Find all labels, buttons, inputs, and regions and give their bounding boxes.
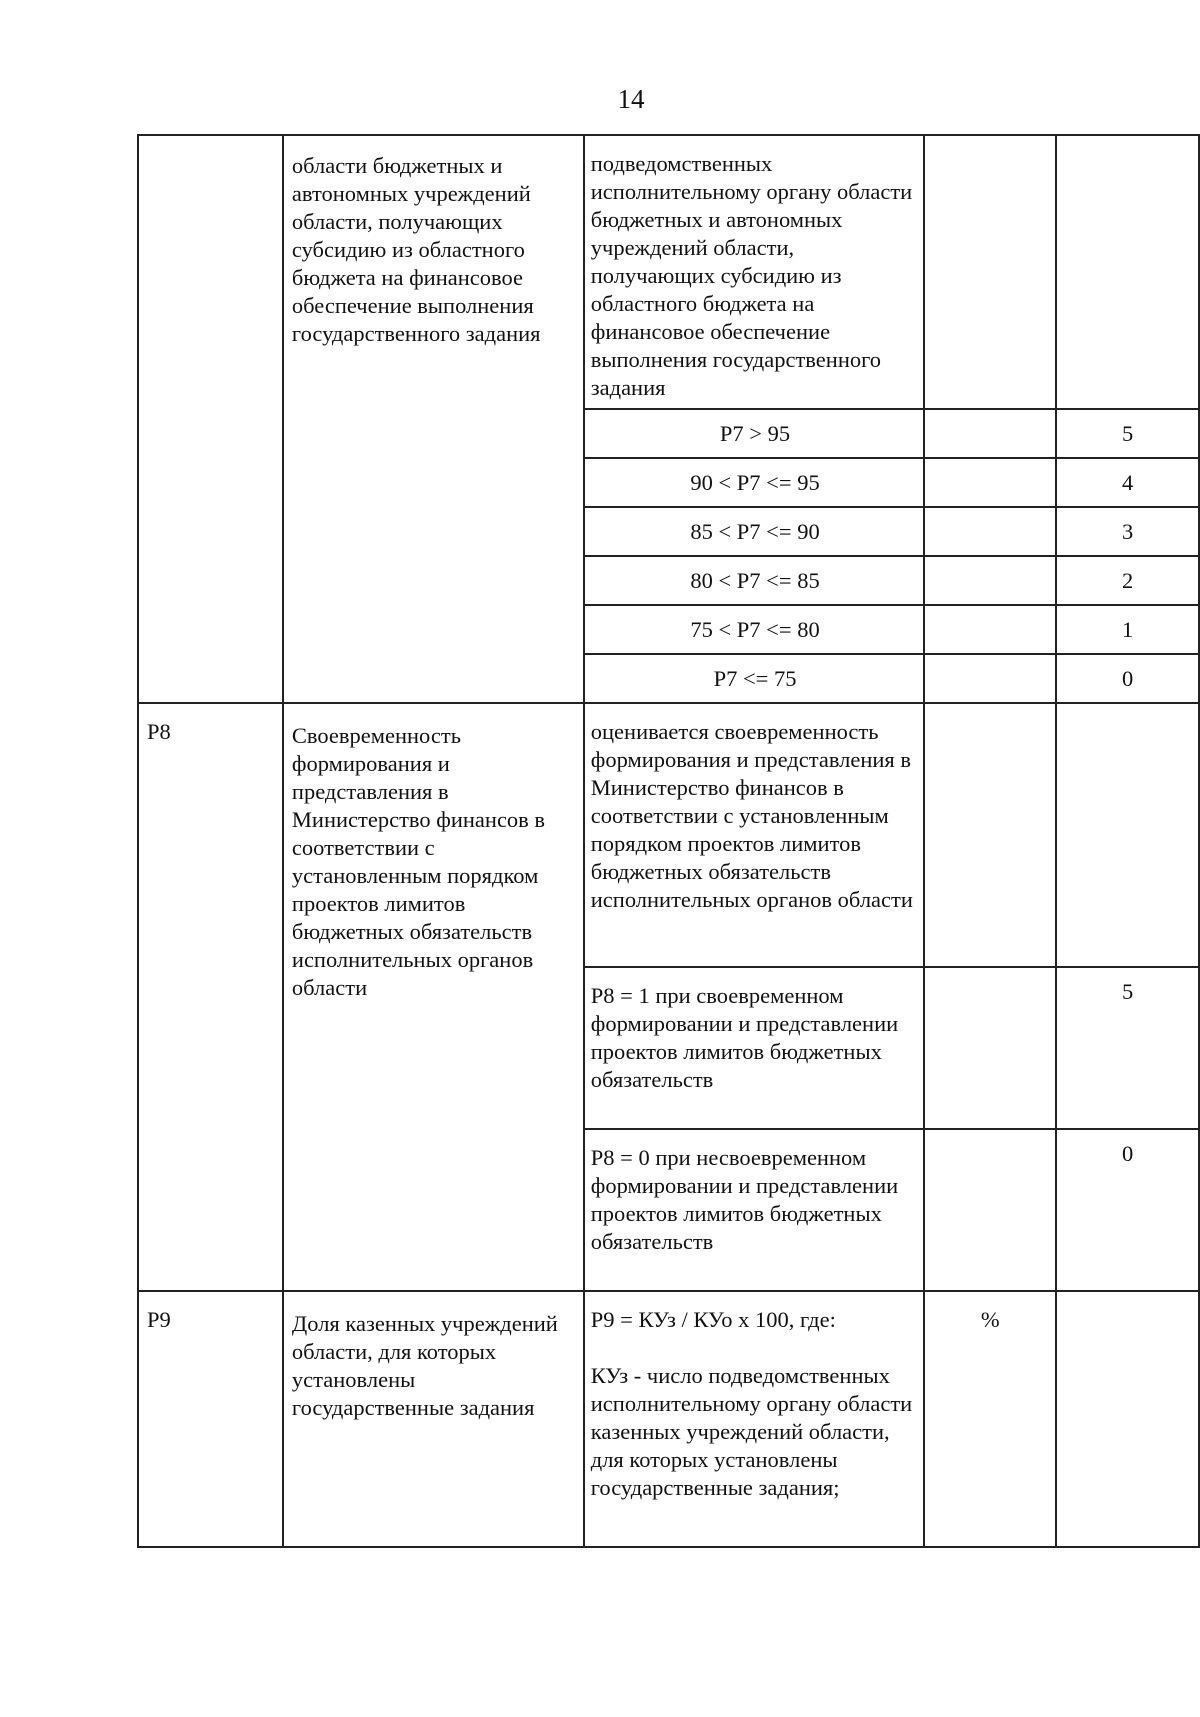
score-cell: 0 xyxy=(1056,654,1199,703)
table-row xyxy=(138,703,1199,967)
criterion-cell: 90 < Р7 <= 95 xyxy=(584,458,925,507)
unit-cell: % xyxy=(924,1291,1056,1547)
unit-cell xyxy=(924,507,1056,556)
code-cell: Р9 xyxy=(138,1291,283,1547)
score-cell xyxy=(1056,703,1199,967)
unit-cell xyxy=(924,967,1056,1129)
criterion-cell: Р8 = 1 при своевременном формировании и представлении проектов лимитов бюджетных обязательств xyxy=(584,967,925,1129)
criterion-cell: 80 < Р7 <= 85 xyxy=(584,556,925,605)
formula-cell: подведомственных исполнительному органу области бюджетных и автономных учреждений области, получающих субсидию из областного бюджета на финансовое обеспечение выполнения государственного задания xyxy=(584,135,925,409)
score-cell: 5 xyxy=(1056,967,1199,1129)
score-cell: 5 xyxy=(1056,409,1199,458)
score-cell xyxy=(1056,1291,1199,1547)
formula-description: КУз - число подведомственных исполнительному органу области казенных учреждений области, для которых установлены государственные задания; xyxy=(590,1363,913,1500)
criterion-cell: Р7 <= 75 xyxy=(584,654,925,703)
name-cell: Своевременность формирования и представления в Министерство финансов в соответствии с установленным порядком проектов лимитов бюджетных обязательств исполнительных органов области xyxy=(283,703,584,1291)
score-cell: 2 xyxy=(1056,556,1199,605)
code-cell xyxy=(138,135,283,703)
formula-line: Р9 = КУз / КУо х 100, где: xyxy=(590,1307,836,1332)
score-cell: 0 xyxy=(1056,1129,1199,1291)
unit-cell xyxy=(924,605,1056,654)
score-cell: 4 xyxy=(1056,458,1199,507)
score-cell: 3 xyxy=(1056,507,1199,556)
unit-cell xyxy=(924,654,1056,703)
criterion-cell: 85 < Р7 <= 90 xyxy=(584,507,925,556)
unit-cell xyxy=(924,409,1056,458)
score-cell xyxy=(1056,135,1199,409)
table-row xyxy=(138,135,1199,409)
formula-cell xyxy=(584,1291,925,1547)
page-number: 14 xyxy=(617,84,645,114)
criteria-table xyxy=(137,134,1200,1548)
criterion-cell: 75 < Р7 <= 80 xyxy=(584,605,925,654)
criterion-cell: Р7 > 95 xyxy=(584,409,925,458)
name-cell: Доля казенных учреждений области, для которых установлены государственные задания xyxy=(283,1291,584,1547)
criterion-cell: Р8 = 0 при несвоевременном формировании и представлении проектов лимитов бюджетных обязательств xyxy=(584,1129,925,1291)
name-cell: области бюджетных и автономных учреждений области, получающих субсидию из областного бюджета на финансовое обеспечение выполнения государственного задания xyxy=(283,135,584,703)
unit-cell xyxy=(924,703,1056,967)
unit-cell xyxy=(924,1129,1056,1291)
unit-cell xyxy=(924,458,1056,507)
table-row xyxy=(138,1291,1199,1547)
score-cell: 1 xyxy=(1056,605,1199,654)
code-cell: Р8 xyxy=(138,703,283,1291)
formula-cell: оценивается своевременность формирования и представления в Министерство финансов в соответствии с установленным порядком проектов лимитов бюджетных обязательств исполнительных органов области xyxy=(584,703,925,967)
unit-cell xyxy=(924,556,1056,605)
unit-cell xyxy=(924,135,1056,409)
